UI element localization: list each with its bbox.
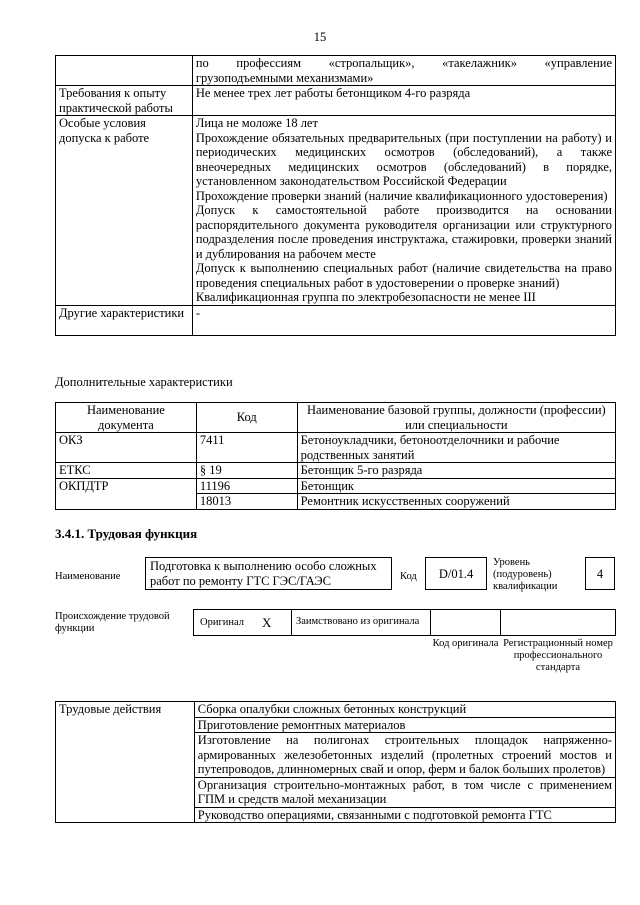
header-doc: Наименование документа [56, 403, 197, 433]
doc-code: § 19 [196, 463, 297, 479]
borrowed-box [291, 609, 431, 636]
code-original-box [430, 609, 501, 636]
special-item: Прохождение обязательных предварительных (при поступлении на работу) и периодических медицинских осмотров (обследований), а также внеочередных медицинских осмотров (обследований) в порядке, установленном законодательством Российской Федерации [195, 130, 612, 188]
action-item: Приготовление ремонтных материалов [194, 717, 615, 733]
special-item: Допуск к выполнению специальных работ (наличие свидетельства на право проведения специальных работ в удостоверении о проверке знаний) [195, 261, 612, 290]
function-name: Подготовка к выполнению особо сложных работ по ремонту ГТС ГЭС/ГАЭС [150, 559, 377, 588]
origin-label: Происхождение трудовой функции [55, 611, 170, 634]
reg-number-box [500, 609, 616, 636]
other-label: Другие характеристики [56, 305, 193, 335]
action-item: Изготовление на полигонах строительных площадок напряженно-армированных железобетонных изделий (пролетных строений мостов и путепроводов, длинномерных свай и опор, ферм и балок больших пролетов) [194, 733, 615, 778]
doc-group: Бетоноукладчики, бетоноотделочники и рабочие родственных занятий [297, 433, 615, 463]
level-label: Уровень (подуровень) квалификации [493, 557, 558, 592]
section-title: 3.4.1. Трудовая функция [55, 526, 198, 541]
original-mark: X [262, 615, 272, 630]
additional-table [55, 402, 616, 510]
table-row [56, 86, 616, 116]
table-header [56, 403, 616, 433]
other-value: - [192, 305, 615, 335]
doc-group: Бетонщик 5-го разряда [297, 463, 615, 479]
doc-group: Ремонтник искусственных сооружений [297, 494, 615, 510]
reg-number-label: Регистрационный номер профессионального стандарта [503, 638, 613, 673]
special-item: Квалификационная группа по электробезопасности не менее III [195, 290, 536, 304]
table-row [56, 433, 616, 463]
doc-name: ОКЗ [56, 433, 197, 463]
function-code: D/01.4 [438, 567, 474, 581]
special-item: Допуск к самостоятельной работе производится на основании распорядительного документа руководителя организации или структурного подразделения после проведения инструктажа, стажировки, проверки знаний и дублирования на рабочем месте [195, 203, 612, 261]
action-item: Организация строительно-монтажных работ, в том числе с применением ГПМ и средств малой механизации [194, 777, 615, 807]
doc-code: 7411 [196, 433, 297, 463]
level-value: 4 [596, 567, 604, 581]
header-group: Наименование базовой группы, должности (профессии) или специальности [297, 403, 615, 433]
original-label: Оригинал [200, 617, 244, 628]
actions-table [55, 701, 616, 823]
experience-value: Не менее трех лет работы бетонщиком 4-го разряда [192, 86, 615, 116]
level-box [585, 557, 615, 590]
doc-name: ЕТКС [56, 463, 197, 479]
special-item: Прохождение проверки знаний (наличие квалификационного удостоверения) [195, 188, 608, 203]
table-row [56, 305, 616, 335]
additional-title: Дополнительные характеристики [55, 375, 233, 389]
name-label: Наименование [55, 571, 121, 582]
experience-label: Требования к опыту практической работы [56, 86, 193, 116]
action-item: Сборка опалубки сложных бетонных конструкций [194, 702, 615, 718]
page-number: 15 [313, 30, 327, 44]
function-name-box [145, 557, 392, 590]
table-row [56, 56, 616, 86]
table-row [56, 463, 616, 479]
table-row [56, 702, 616, 718]
qualification-table [55, 55, 616, 336]
doc-code: 11196 [196, 478, 297, 494]
special-item: Лица не моложе 18 лет [195, 116, 318, 130]
special-conditions-label: Особые условия допуска к работе [56, 116, 193, 306]
doc-code: 18013 [196, 494, 297, 510]
doc-group: Бетонщик [297, 478, 615, 494]
doc-name: ОКПДТР [56, 478, 197, 509]
original-box [193, 609, 292, 636]
actions-label: Трудовые действия [56, 702, 195, 823]
code-original-label: Код оригинала [432, 638, 499, 649]
header-code: Код [196, 403, 297, 433]
table-row [56, 478, 616, 494]
function-code-box [425, 557, 487, 590]
code-label: Код [400, 571, 417, 582]
action-item: Руководство операциями, связанными с подготовкой ремонта ГТС [194, 807, 615, 823]
continuation-text: по профессиям «стропальщик», «такелажник» «управление грузоподъемными механизмами» [192, 56, 615, 86]
table-row [56, 116, 616, 306]
borrowed-label: Заимствовано из оригинала [296, 616, 420, 627]
